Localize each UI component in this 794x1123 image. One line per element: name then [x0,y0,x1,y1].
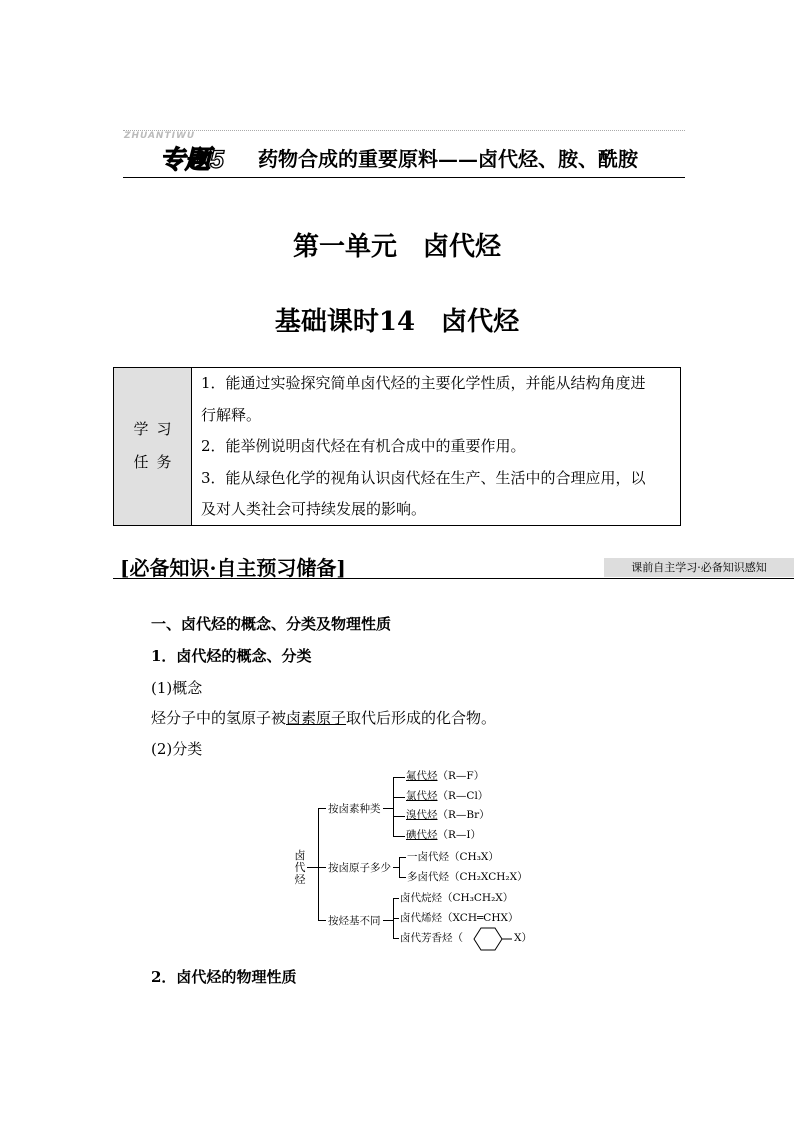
objective-line: 1．能通过实验探究简单卤代烃的主要化学性质，并能从结构角度进 [201,374,646,392]
heading-1: 一、卤代烃的概念、分类及物理性质 [151,615,392,633]
diagram-item: 碘代烃（R—I） [406,829,482,841]
benzene-ring-icon [470,926,514,952]
heading-1-2: 2．卤代烃的物理性质 [151,968,297,986]
diagram-connector [307,867,318,868]
section-title: [必备知识·自主预习储备] [120,556,346,580]
diagram-connector [393,938,399,939]
chapter-badge [158,143,244,174]
header-rule [123,177,685,178]
diagram-connector [393,797,405,798]
header-pinyin: ZHUANTIWU [124,131,196,141]
diagram-item: 多卤代烃（CH₂XCH₂X） [407,871,528,883]
heading-1-1: 1．卤代烃的概念、分类 [151,647,312,665]
diagram-item-suffix: X） [514,932,532,944]
objectives-label-cell [114,368,192,525]
diagram-connector [399,857,400,877]
diagram-root: 卤 代 烃 [294,849,306,886]
diagram-item: 一卤代烃（CH₃X） [407,851,499,863]
diagram-connector [318,920,326,921]
objectives-text [201,368,673,526]
diagram-item: 卤代烯烃（XCH═CHX） [400,912,519,924]
diagram-connector [399,857,406,858]
group-label-hydrocarbon-group: 按烃基不同 [328,915,381,927]
diagram-connector [318,808,326,809]
diagram-item: 卤代烷烃（CH₃CH₂X） [400,892,514,904]
diagram-connector [393,777,394,836]
diagram-connector [383,808,393,809]
diagram-item: 卤代芳香烃（ [400,932,463,944]
concept-underlined-term: 卤素原子 [286,709,347,727]
concept-label: (1)概念 [151,679,203,697]
concept-text: 烃分子中的氢原子被卤素原子取代后形成的化合物。 [151,709,497,727]
diagram-item: 氯代烃（R—Cl） [406,790,489,802]
section-tag: 课前自主学习·必备知识感知 [604,558,794,577]
chapter-badge-text: 专题5 [160,146,224,174]
diagram-item: 溴代烃（R—Br） [406,809,490,821]
header-dotted-rule [123,130,685,131]
diagram-connector [393,816,405,817]
diagram-connector [393,898,399,899]
group-label-halogen-count: 按卤原子多少 [328,862,391,874]
lesson-title: 基础课时14 卤代烃 [274,307,520,337]
unit-title: 第一单元 卤代烃 [292,232,501,262]
objective-line: 3．能从绿色化学的视角认识卤代烃在生产、生活中的合理应用，以 [201,468,646,487]
diagram-item: 氟代烃（R—F） [406,770,485,782]
diagram-connector [393,918,399,919]
diagram-connector [393,836,405,837]
diagram-connector [318,867,326,868]
classification-label: (2)分类 [151,740,203,758]
objectives-label-line1: 学习 [133,420,180,438]
objectives-table [113,367,681,526]
diagram-connector [393,777,405,778]
diagram-connector [318,808,319,920]
objectives-label-line2: 任务 [133,453,180,471]
diagram-connector [399,877,406,878]
objective-line: 行解释。 [201,405,262,424]
chapter-title: 药物合成的重要原料——卤代烃、胺、酰胺 [258,147,638,171]
objective-line: 及对人类社会可持续发展的影响。 [201,500,427,518]
group-label-halogen-type: 按卤素种类 [328,803,381,815]
section-rule [113,578,794,579]
objective-line: 2．能举例说明卤代烃在有机合成中的重要作用。 [201,437,526,455]
diagram-connector [383,920,393,921]
